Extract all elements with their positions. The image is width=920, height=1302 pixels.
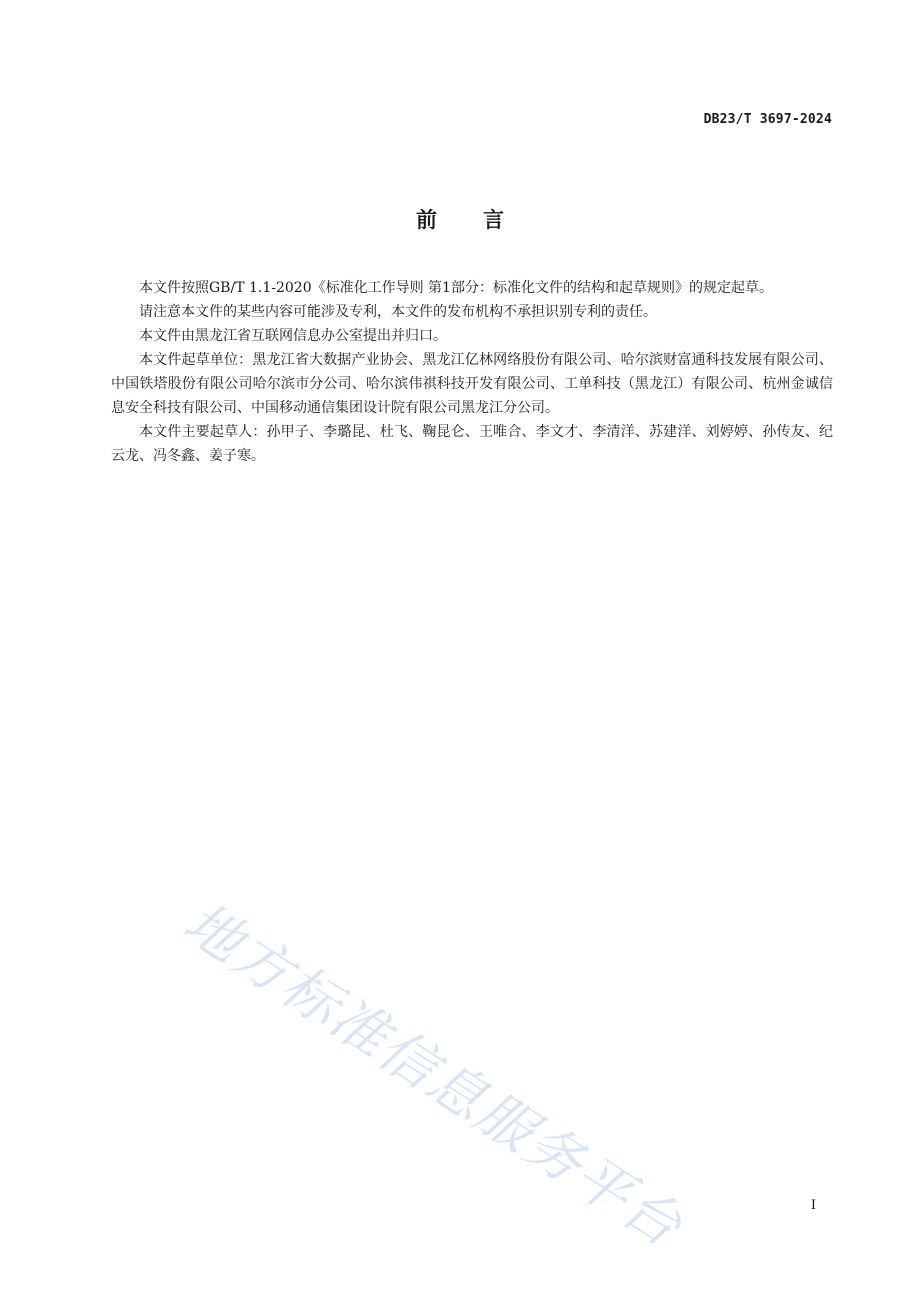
page-title-char-2: 言	[483, 208, 504, 232]
paragraph-drafting-rules: 本文件按照GB/T 1.1-2020《标准化工作导则 第1部分：标准化文件的结构和起草规则》的规定起草。	[139, 280, 773, 296]
document-code: DB23/T 3697-2024	[703, 112, 832, 127]
foreword-body	[111, 276, 833, 468]
paragraph-drafters: 本文件主要起草人：孙甲子、李璐昆、杜飞、鞠昆仑、王唯合、李文才、李清洋、苏建洋、刘婷婷、孙传友、纪云龙、冯冬鑫、姜子寒。	[111, 424, 833, 464]
page-title-char-1: 前	[416, 208, 437, 232]
paragraph-proposer: 本文件由黑龙江省互联网信息办公室提出并归口。	[139, 328, 447, 344]
page-title	[0, 204, 920, 234]
paragraph-drafting-units: 本文件起草单位：黑龙江省大数据产业协会、黑龙江亿林网络股份有限公司、哈尔滨财富通科技发展有限公司、中国铁塔股份有限公司哈尔滨市分公司、哈尔滨伟祺科技开发有限公司、工单科技（黑龙江）有限公司、杭州金诚信息安全科技有限公司、中国移动通信集团设计院有限公司黑龙江分公司。	[111, 352, 833, 416]
watermark: 地方标准信息服务平台	[172, 890, 694, 1261]
paragraph-patent-notice: 请注意本文件的某些内容可能涉及专利，本文件的发布机构不承担识别专利的责任。	[139, 304, 657, 320]
page-number: I	[810, 1198, 816, 1213]
